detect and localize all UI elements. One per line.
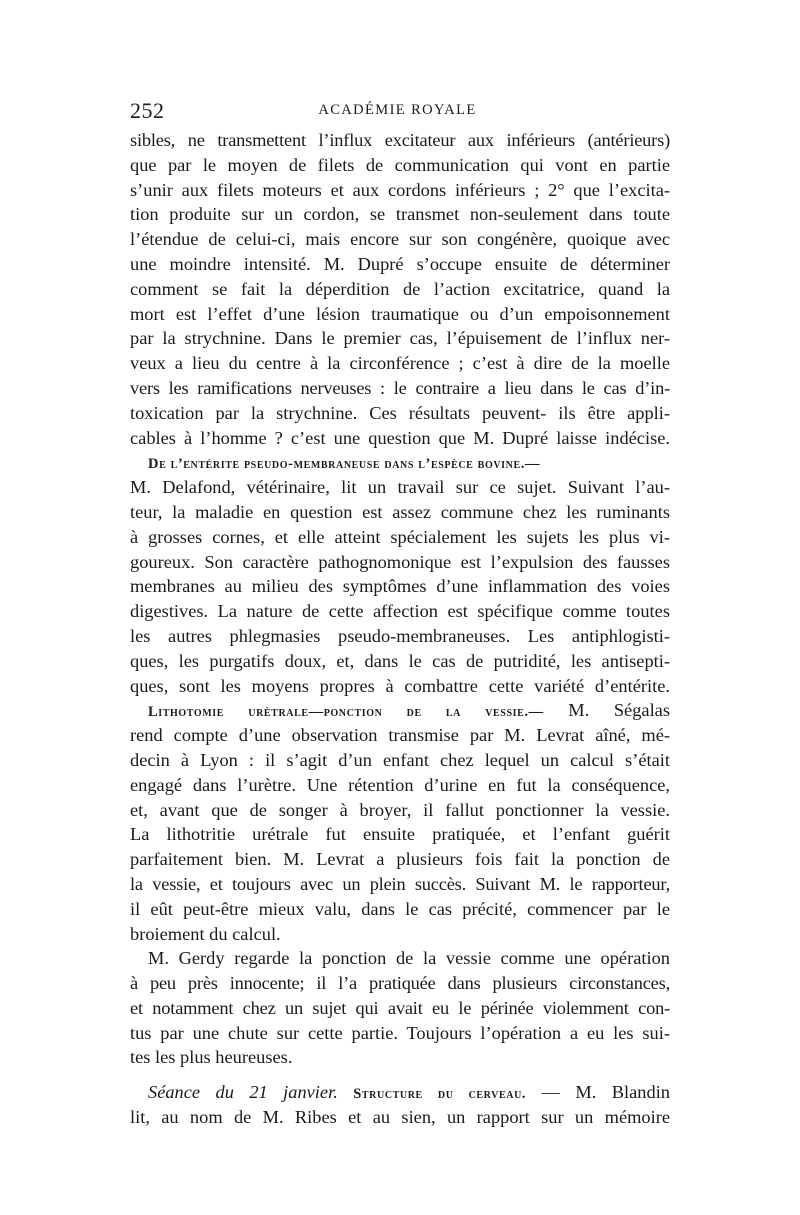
text-line: engagé dans l’urètre. Une rétention d’urine en fut la conséquence, <box>130 774 670 795</box>
body-text <box>130 128 670 1130</box>
text-line: toxication par la strychnine. Ces résultats peuvent- ils être appli- <box>130 402 670 423</box>
page-header <box>130 98 665 124</box>
text-line: sibles, ne transmettent l’influx excitateur aux inférieurs (antérieurs) <box>130 130 670 150</box>
text-line: l’étendue de celui-ci, mais encore sur son congénère, quoique avec <box>130 229 670 250</box>
text-line: les autres phlegmasies pseudo-membraneuses. Les antiphlogisti- <box>130 625 670 646</box>
text-line: lit, au nom de M. Ribes et au sien, un rapport sur un mémoire <box>130 1107 670 1128</box>
text-line: La lithotritie urétrale fut ensuite pratiquée, et l’enfant guérit <box>130 824 670 845</box>
text-line: decin à Lyon : il s’agit d’un enfant chez lequel un calcul s’était <box>130 749 670 770</box>
text-line: comment se fait la déperdition de l’action excitatrice, quand la <box>130 278 670 299</box>
text-line: M. Delafond, vétérinaire, lit un travail sur ce sujet. Suivant l’au- <box>130 477 670 498</box>
text-line: goureux. Son caractère pathognomonique est l’expulsion des fausses <box>130 551 670 572</box>
text-line: parfaitement bien. M. Levrat a plusieurs fois fait la ponction de <box>130 849 670 870</box>
seance-heading-continuation: — M. Blandin <box>526 1082 670 1103</box>
page-number: 252 <box>130 98 165 123</box>
text-line: veux a lieu du centre à la circonférence ; c’est à dire de la moelle <box>130 353 670 374</box>
text-line: tion produite sur un cordon, se transmet non-seulement dans toute <box>130 204 670 225</box>
running-title: ACADÉMIE ROYALE <box>318 102 477 118</box>
text-line: à grosses cornes, et elle atteint spécialement les sujets les plus vi- <box>130 526 670 547</box>
text-line: que par le moyen de filets de communication qui vont en partie <box>130 154 670 175</box>
text-line: tes les plus heureuses. <box>130 1047 293 1068</box>
text-line: mort est l’effet d’une lésion traumatique ou d’un empoisonnement <box>130 303 670 324</box>
text-line: cables à l’homme ? c’est une question que M. Dupré laisse indécise. <box>130 427 670 448</box>
section-heading-line <box>130 698 670 723</box>
text-line: et, avant que de songer à broyer, il fallut ponctionner la vessie. <box>130 799 670 820</box>
section-heading-continuation: M. Ségalas <box>543 700 670 721</box>
text-line: ques, sont les moyens propres à combattre cette variété d’entérite. <box>130 675 670 696</box>
seance-line <box>130 1080 670 1105</box>
text-line: M. Gerdy regarde la ponction de la vessie comme une opération <box>148 948 670 969</box>
text-line: ques, les purgatifs doux, et, dans le cas de putridité, les antisepti- <box>130 650 670 671</box>
text-line: tus par une chute sur cette partie. Toujours l’opération a eu les sui- <box>130 1022 670 1043</box>
text-line: vers les ramifications nerveuses : le contraire a lieu dans le cas d’in- <box>130 377 670 398</box>
text-line: s’unir aux filets moteurs et aux cordons inférieurs ; 2° que l’excita- <box>130 179 670 200</box>
section-heading-enterite: De l’entérite pseudo-membraneuse dans l’espèce bovine.— <box>148 456 541 473</box>
text-line: et notamment chez un sujet qui avait eu le périnée violemment con- <box>130 997 670 1018</box>
text-line: par la strychnine. Dans le premier cas, l’épuisement de l’influx ner- <box>130 328 670 349</box>
text-line: il eût peut-être mieux valu, dans le cas précité, commencer par le <box>130 898 670 919</box>
section-heading-lithotomie: Lithotomie urètrale—ponction de la vessie.— <box>148 704 544 721</box>
text-line: la vessie, et toujours avec un plein succès. Suivant M. le rapporteur, <box>130 873 670 894</box>
section-heading-cerveau: Structure du cerveau. <box>353 1086 527 1103</box>
text-line: une moindre intensité. M. Dupré s’occupe ensuite de déterminer <box>130 253 670 274</box>
section-heading-line <box>130 450 670 475</box>
text-line: à peu près innocente; il l’a pratiquée dans plusieurs circonstances, <box>130 973 670 994</box>
text-line: membranes au milieu des symptômes d’une inflammation des voies <box>130 576 670 597</box>
text-line: broiement du calcul. <box>130 923 281 944</box>
seance-date: Séance du 21 janvier. <box>148 1082 338 1103</box>
text-line: rend compte d’une observation transmise par M. Levrat aîné, mé- <box>130 725 670 746</box>
text-line: digestives. La nature de cette affection est spécifique comme toutes <box>130 601 670 622</box>
text-line: teur, la maladie en question est assez commune chez les ruminants <box>130 501 670 522</box>
